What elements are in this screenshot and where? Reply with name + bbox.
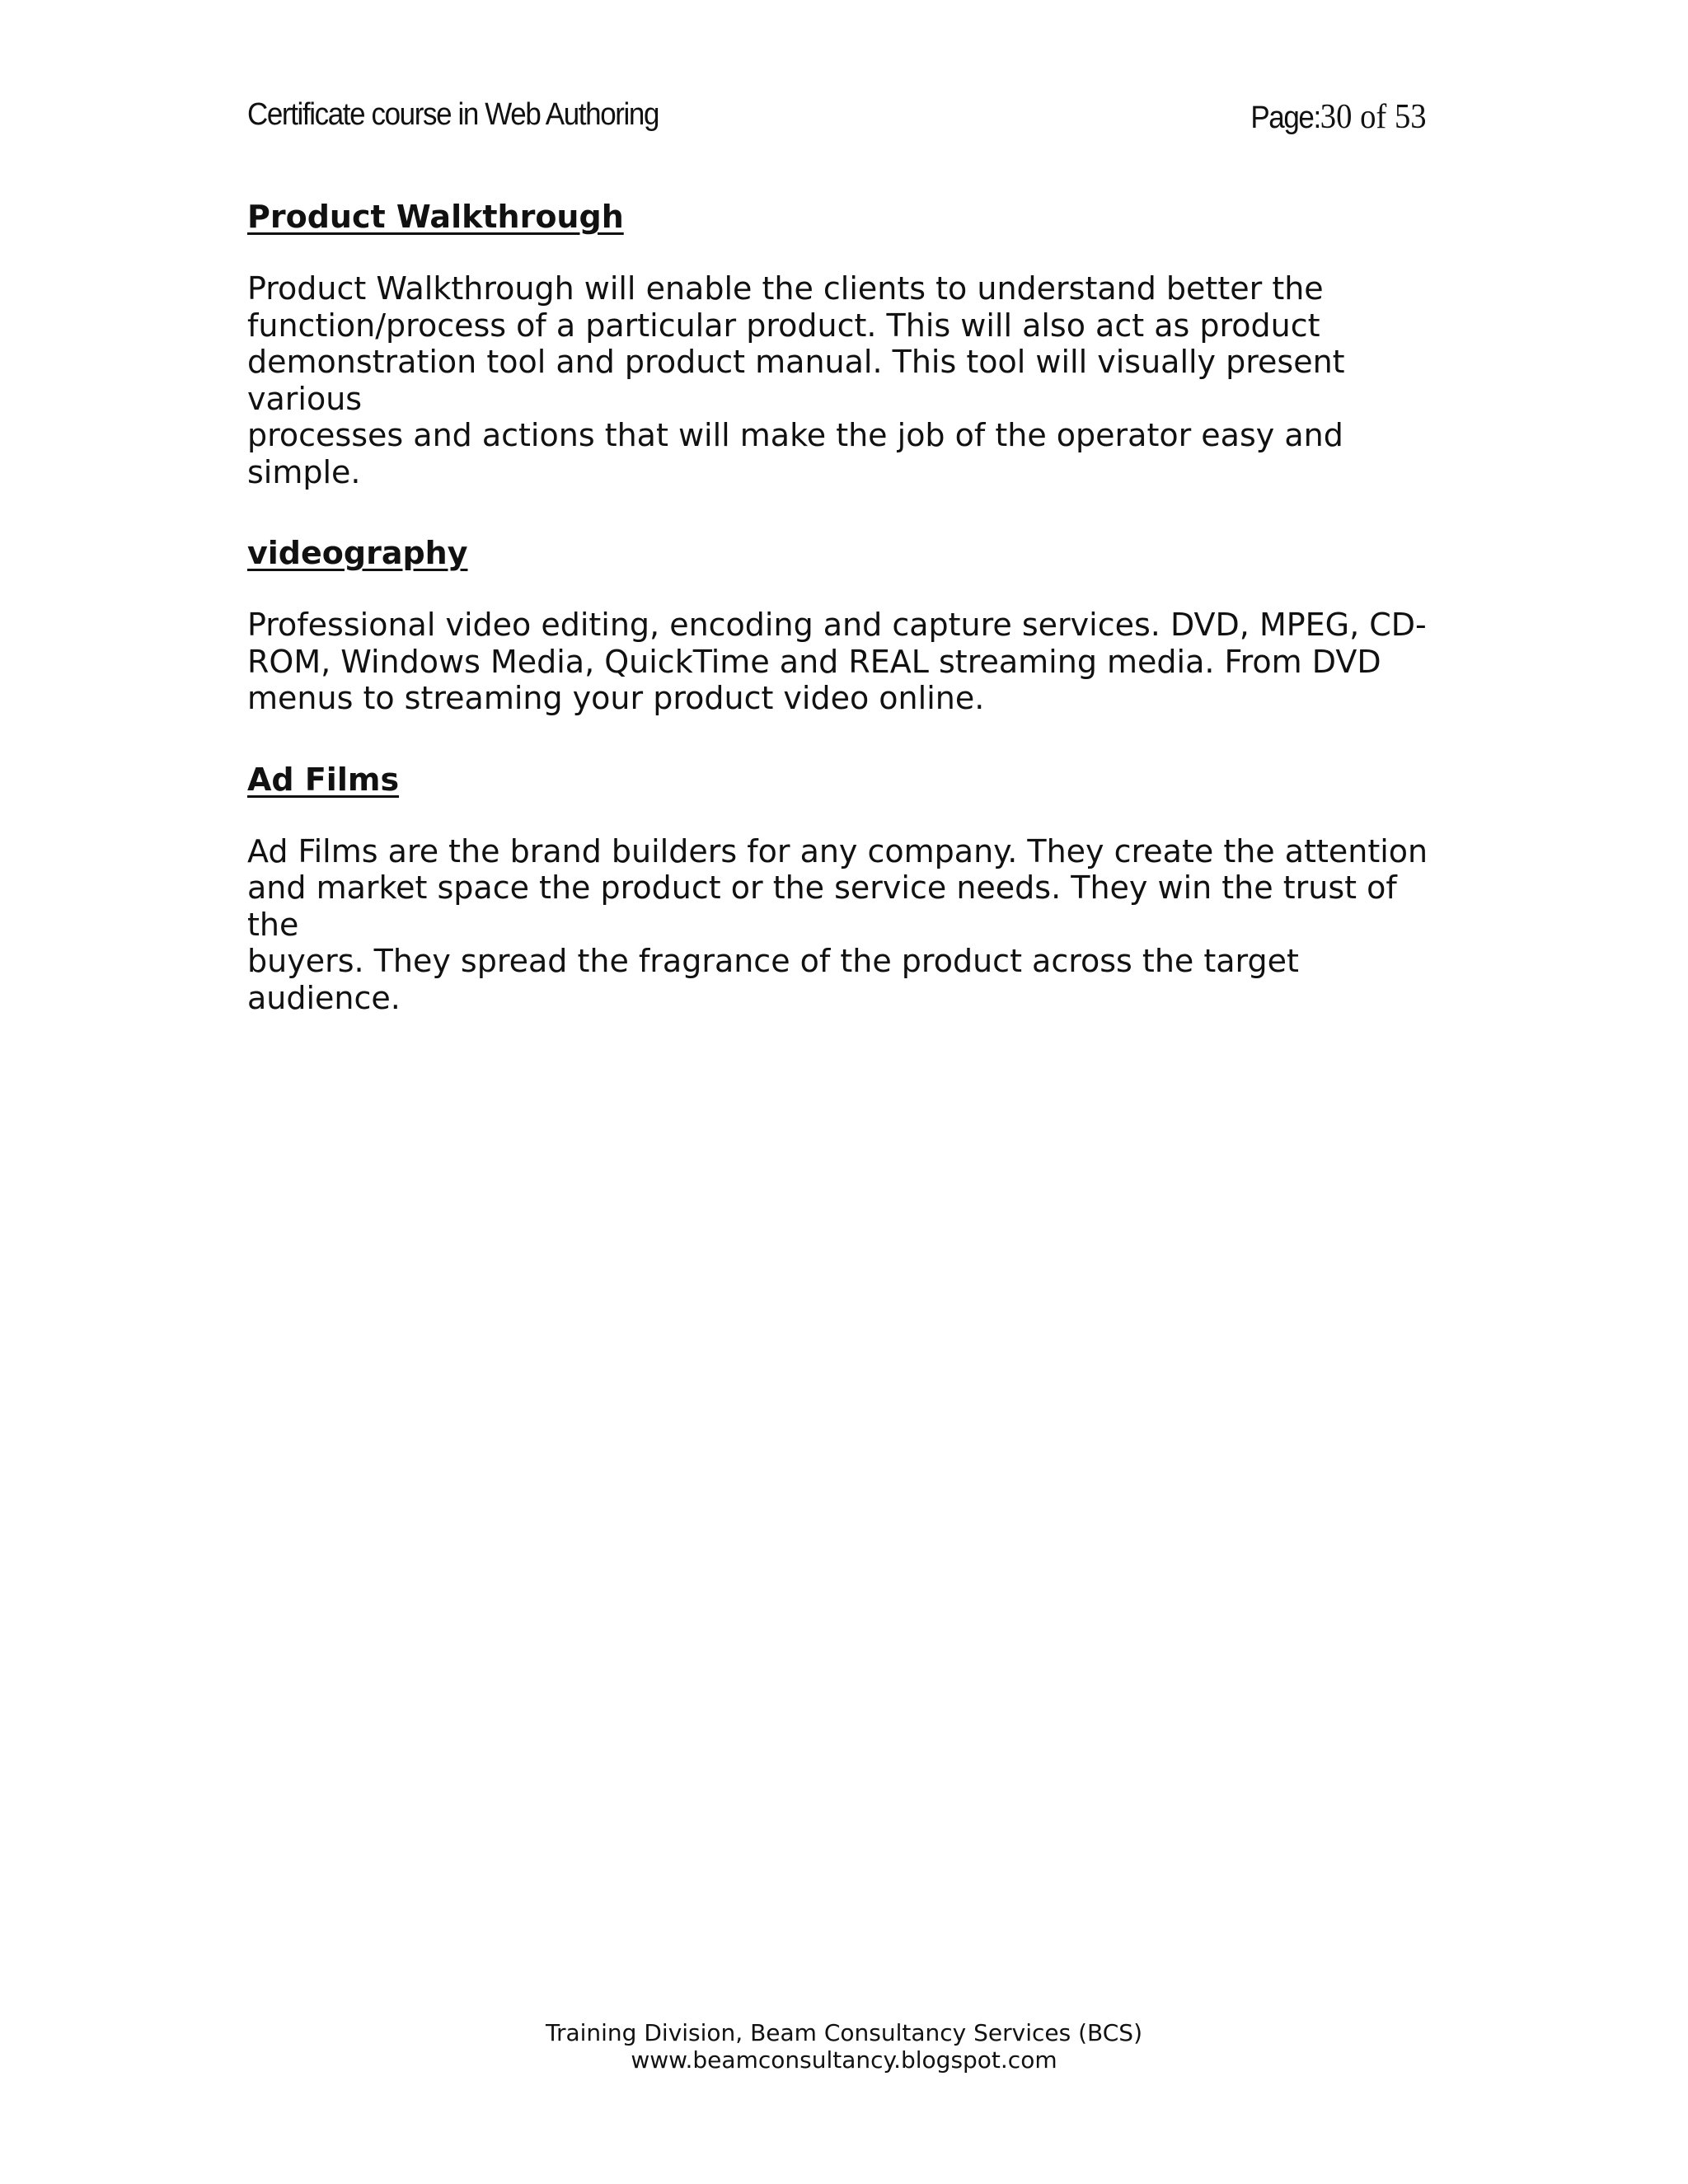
- section-videography: [247, 531, 1451, 717]
- body-line: and market space the product or the service needs. They win the trust of the: [247, 869, 1397, 943]
- body-line: processes and actions that will make the job of the operator easy and simple.: [247, 417, 1343, 490]
- section-title: Ad Films: [247, 761, 400, 798]
- body-line: demonstration tool and product manual. This tool will visually present various: [247, 344, 1345, 417]
- section-ad-films: [247, 757, 1451, 1017]
- page-footer: [0, 2019, 1688, 2074]
- footer-organization: Training Division, Beam Consultancy Services (BCS): [545, 2019, 1143, 2046]
- section-body: [247, 833, 1451, 1017]
- body-line: buyers. They spread the fragrance of the product across the target audience.: [247, 943, 1299, 1016]
- page-number: 30 of 53: [1320, 98, 1427, 136]
- page-indicator: [1250, 97, 1426, 137]
- body-line: Ad Films are the brand builders for any company. They create the attention: [247, 832, 1428, 869]
- section-title: videography: [247, 535, 468, 571]
- page-header: [247, 97, 1427, 142]
- main-content: [247, 194, 1451, 1057]
- body-line: Professional video editing, encoding and capture services. DVD, MPEG, CD-: [247, 607, 1427, 643]
- body-line: ROM, Windows Media, QuickTime and REAL streaming media. From DVD: [247, 643, 1381, 680]
- section-title: Product Walkthrough: [247, 199, 624, 235]
- body-line: function/process of a particular product. This will also act as product: [247, 307, 1320, 344]
- page-label: Page:: [1250, 101, 1320, 135]
- section-body: [247, 270, 1451, 490]
- body-line: Product Walkthrough will enable the clients to understand better the: [247, 270, 1324, 307]
- body-line: menus to streaming your product video online.: [247, 680, 985, 716]
- course-title: Certificate course in Web Authoring: [247, 97, 659, 132]
- footer-website: www.beamconsultancy.blogspot.com: [631, 2046, 1057, 2074]
- section-product-walkthrough: [247, 194, 1451, 490]
- section-body: [247, 607, 1451, 717]
